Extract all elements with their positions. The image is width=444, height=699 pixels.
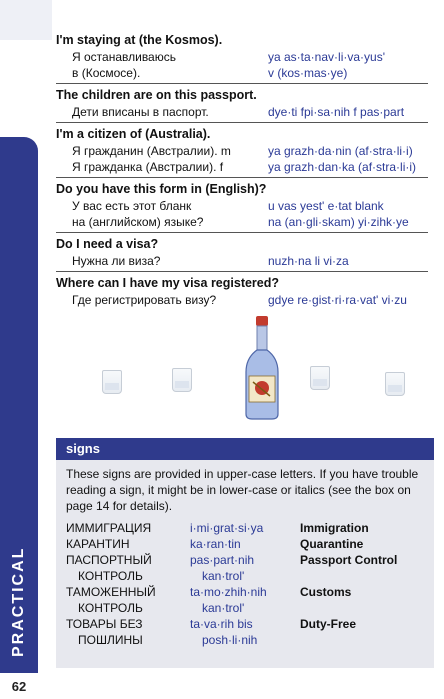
transliteration-text: gdye re·gist·ri·ra·vat' vi·zu: [268, 293, 407, 307]
russian-text: на (английском) языке?: [72, 215, 204, 229]
english-phrase: Where can I have my visa registered?: [56, 276, 280, 290]
glass-icon: [310, 366, 330, 390]
transliteration-text: dye·ti fpi·sa·nih f pas·part: [268, 105, 405, 119]
illustration-vodka-and-glasses: [90, 316, 420, 426]
sign-row: [66, 616, 424, 632]
phrase-block: [56, 126, 428, 175]
transliteration-text: nuzh·na li vi·za: [268, 254, 349, 268]
translation-row: [56, 49, 428, 65]
transliteration-text: ya as·ta·nav·li·va·yus': [268, 50, 385, 64]
transliteration-text: na (an·gli·skam) yi·zihk·ye: [268, 215, 409, 229]
sign-transliteration: ka·ran·tin: [190, 537, 241, 551]
russian-text: У вас есть этот бланк: [72, 199, 192, 213]
phrase-divider: [56, 83, 428, 84]
transliteration-text: v (kos·mas·ye): [268, 66, 348, 80]
phrase-block: [56, 275, 428, 308]
page-number: 62: [0, 673, 38, 699]
english-phrase: The children are on this passport.: [56, 88, 257, 102]
sign-transliteration: kan·trol': [202, 601, 245, 615]
sign-row: [66, 536, 424, 552]
sign-russian: КАРАНТИН: [66, 537, 130, 551]
sign-russian: ПАСПОРТНЫЙ: [66, 553, 152, 567]
translation-row: [56, 214, 428, 230]
sign-transliteration: pas·part·nih: [190, 553, 255, 567]
russian-text: Я гражданин (Австралии). m: [72, 144, 231, 158]
translation-row: [56, 198, 428, 214]
sign-english: Immigration: [300, 521, 369, 535]
vodka-bottle-icon: [240, 316, 284, 420]
russian-text: Нужна ли виза?: [72, 254, 161, 268]
sign-english: Quarantine: [300, 537, 364, 551]
phrase-divider: [56, 232, 428, 233]
russian-text: в (Космосе).: [72, 66, 141, 80]
translation-row: [56, 292, 428, 308]
sign-english: Passport Control: [300, 553, 398, 567]
transliteration-text: u vas yest' e·tat blank: [268, 199, 384, 213]
sign-row: [66, 520, 424, 536]
sign-row: [66, 600, 424, 616]
english-phrase: I'm a citizen of (Australia).: [56, 127, 211, 141]
glass-icon: [385, 372, 405, 396]
translation-row: [56, 65, 428, 81]
section-tab-label: PRACTICAL: [10, 546, 27, 658]
translation-row: [56, 143, 428, 159]
sign-row: [66, 632, 424, 648]
sign-english: [312, 632, 424, 648]
signs-table: [66, 520, 424, 648]
sign-russian: КОНТРОЛЬ: [78, 601, 143, 615]
phrase-block: [56, 236, 428, 269]
sign-transliteration: posh·li·nih: [202, 633, 258, 647]
sign-row: [66, 584, 424, 600]
phrase-divider: [56, 122, 428, 123]
corner-decoration: [0, 0, 52, 40]
glass-icon: [172, 368, 192, 392]
sign-transliteration: ta·va·rih bis: [190, 617, 253, 631]
english-phrase: Do I need a visa?: [56, 237, 159, 251]
sign-english: [312, 600, 424, 616]
sign-transliteration: i·mi·grat·si·ya: [190, 521, 264, 535]
sign-english: [312, 568, 424, 584]
sign-russian: ТАМОЖЕННЫЙ: [66, 585, 156, 599]
sign-russian: ПОШЛИНЫ: [78, 633, 143, 647]
signs-intro: These signs are provided in upper-case letters. If you have trouble reading a sign, it might be in lower-case or italics (see the box on page 14 for details).: [66, 467, 419, 513]
phrase-list: [56, 32, 428, 310]
english-phrase: I'm staying at (the Kosmos).: [56, 33, 223, 47]
phrase-block: [56, 32, 428, 81]
transliteration-text: ya grazh·dan·ka (af·stra·li·i): [268, 160, 417, 174]
phrase-divider: [56, 271, 428, 272]
russian-text: Дети вписаны в паспорт.: [72, 105, 209, 119]
translation-row: [56, 159, 428, 175]
glass-icon: [102, 370, 122, 394]
sign-russian: ИММИГРАЦИЯ: [66, 521, 152, 535]
signs-box-title: signs: [56, 438, 434, 460]
phrase-block: [56, 87, 428, 120]
russian-text: Я гражданка (Австралии). f: [72, 160, 224, 174]
sign-english: Customs: [300, 585, 352, 599]
transliteration-text: ya grazh·da·nin (af·stra·li·i): [268, 144, 413, 158]
section-tab: [0, 137, 38, 699]
sign-english: Duty-Free: [300, 617, 357, 631]
sign-transliteration: ta·mo·zhih·nih: [190, 585, 267, 599]
sign-transliteration: kan·trol': [202, 569, 245, 583]
sign-russian: КОНТРОЛЬ: [78, 569, 143, 583]
russian-text: Где регистрировать визу?: [72, 293, 217, 307]
sign-row: [66, 568, 424, 584]
signs-box-body: [56, 460, 434, 668]
signs-box: [56, 438, 434, 668]
phrase-divider: [56, 177, 428, 178]
phrase-block: [56, 181, 428, 230]
russian-text: Я останавливаюсь: [72, 50, 176, 64]
sign-row: [66, 552, 424, 568]
translation-row: [56, 253, 428, 269]
sign-russian: ТОВАРЫ БЕЗ: [66, 617, 143, 631]
translation-row: [56, 104, 428, 120]
english-phrase: Do you have this form in (English)?: [56, 182, 267, 196]
